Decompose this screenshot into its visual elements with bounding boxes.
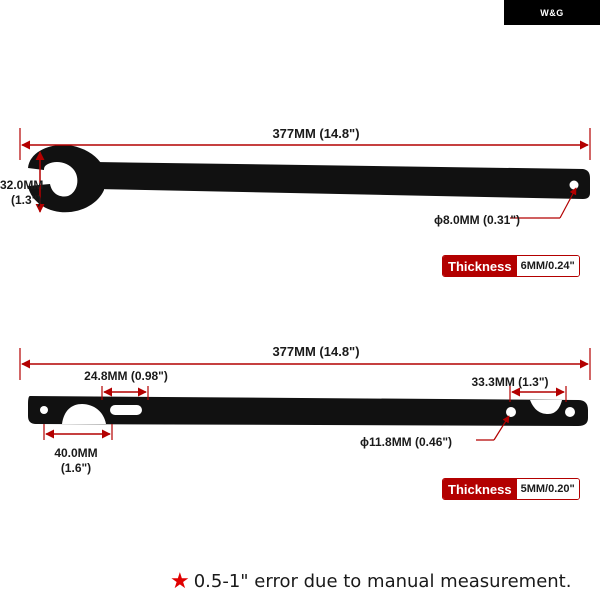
wrench-thickness-key: Thickness (443, 256, 517, 276)
slot-label: 24.8MM (0.98") (84, 369, 168, 383)
wrench-thickness-value: 6MM/0.24" (517, 256, 579, 276)
bar-length-label: 377MM (14.8") (272, 344, 360, 359)
wrench-hole-label: ϕ8.0MM (0.31") (434, 213, 521, 227)
bar-hole-label: ϕ11.8MM (0.46") (360, 435, 453, 449)
brand-text: W&G (540, 7, 564, 18)
bar-slot (110, 405, 142, 415)
measurement-note-text: 0.5-1" error due to manual measurement. (193, 570, 572, 592)
bar-hole-2 (565, 407, 575, 417)
star-icon: ★ (170, 568, 190, 593)
bar-hole-left-end (40, 406, 48, 414)
bar-thickness-key: Thickness (443, 479, 517, 499)
jaw-label-line1: 32.0MM (0, 178, 44, 192)
bar-hole-1 (506, 407, 516, 417)
fan-clutch-wrench (28, 145, 590, 212)
notch-label-line1: 40.0MM (54, 446, 98, 460)
wrench-length-label: 377MM (14.8") (272, 126, 360, 141)
wrench-thickness-badge (442, 255, 580, 277)
bar-thickness-value: 5MM/0.20" (517, 479, 579, 499)
wrench-handle (95, 162, 590, 199)
notch-label-line2: (1.6") (60, 461, 92, 475)
bar-thickness-badge (442, 478, 580, 500)
spacing-label: 33.3MM (1.3") (471, 375, 549, 389)
jaw-label-line2: (1.3") (11, 193, 42, 207)
holding-bar (28, 396, 588, 426)
wrench-hole (570, 181, 579, 190)
measurement-note (170, 570, 571, 592)
